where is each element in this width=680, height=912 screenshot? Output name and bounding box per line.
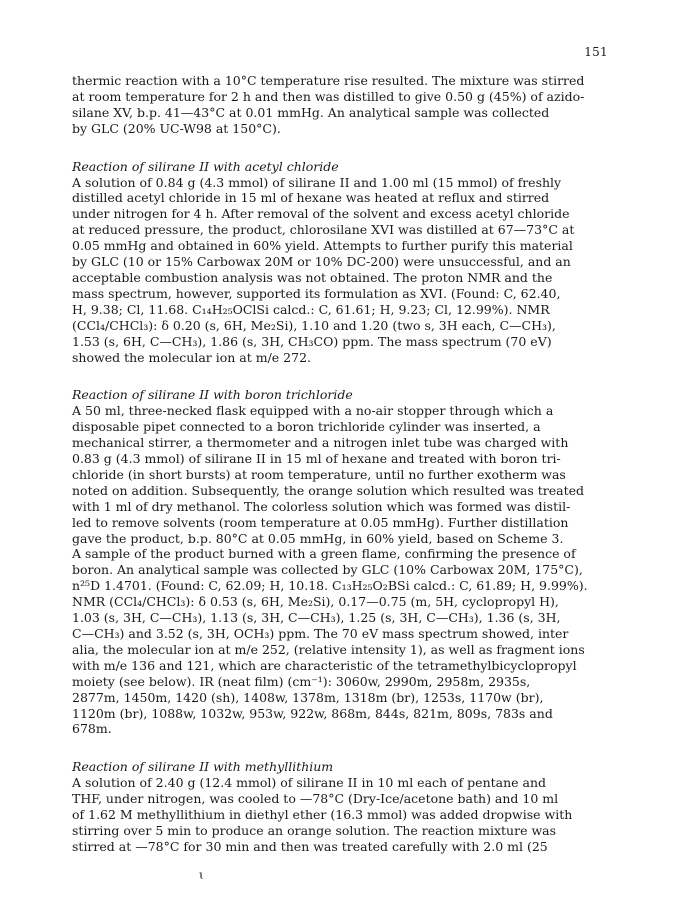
page-number: 151 — [584, 45, 608, 59]
intro-paragraph: thermic reaction with a 10°C temperature rise resulted. The mixture was stirred at room temperature for 2 h and then was distilled to give 0.50 g (45%) of azido- silane XV, b.p. 41—43°C at 0.01 mmHg. An analytical sample was collected by GLC (20% UC-W98 at 150°C). — [72, 73, 585, 136]
section-heading-methyllithium: Reaction of silirane II with methyllithium — [72, 759, 334, 775]
section-paragraph-acetyl-chloride: A solution of 0.84 g (4.3 mmol) of silirane II and 1.00 ml (15 mmol) of freshly distilled acetyl chloride in 15 ml of hexane was heated at reflux and stirred under nitrogen for 4 h. After removal of the solvent and excess acetyl chloride at reduced pressure, the product, chlorosilane XVI was distilled at 67—73°C at 0.05 mmHg and obtained in 60% yield. Attempts to further purify this material by GLC (10 or 15% Carbowax 20M or 10% DC-200) were unsuccessful, and an acceptable combustion analysis was not obtained. The proton NMR and the mass spectrum, however, supported its formulation as XVI. (Found: C, 62.40, H, 9.38; Cl, 11.68. C₁₄H₂₅OClSi calcd.: C, 61.61; H, 9.23; Cl, 12.99%). NMR (CCl₄/CHCl₃): δ 0.20 (s, 6H, Me₂Si), 1.10 and 1.20 (two s, 3H each, C—CH₃), 1.53 (s, 6H, C—CH₃), 1.86 (s, 3H, CH₃CO) ppm. The mass spectrum (70 eV) showed the molecular ion at m/e 272. — [72, 174, 575, 365]
body-text — [72, 73, 618, 855]
section-heading-acetyl-chloride: Reaction of silirane II with acetyl chloride — [72, 158, 339, 174]
section-paragraph-methyllithium: A solution of 2.40 g (12.4 mmol) of silirane II in 10 ml each of pentane and THF, under nitrogen, was cooled to —78°C (Dry-Ice/acetone bath) and 10 ml of 1.62 M methyllithium in diethyl ether (16.3 mmol) was added dropwise with stirring over 5 min to produce an orange solution. The reaction mixture was stirred at —78°C for 30 min and then was treated carefully with 2.0 ml (25 — [72, 775, 573, 854]
section-heading-boron-trichloride: Reaction of silirane II with boron trichloride — [72, 387, 353, 403]
section-paragraph-boron-trichloride: A 50 ml, three-necked flask equipped with a no-air stopper through which a disposable pipet connected to a boron trichloride cylinder was inserted, a mechanical stirrer, a thermometer and a nitrogen inlet tube was charged with 0.83 g (4.3 mmol) of silirane II in 15 ml of hexane and treated with boron tri- chloride (in short bursts) at room temperature, until no further exotherm was noted on addition. Subsequently, the orange solution which resulted was treated with 1 ml of dry methanol. The colorless solution which was formed was distil- led to remove solvents (room temperature at 0.05 mmHg). Further distillation gave the product, b.p. 80°C at 0.05 mmHg, in 60% yield, based on Scheme 3. A sample of the product burned with a green flame, confirming the presence of boron. An analytical sample was collected by GLC (10% Carbowax 20M, 175°C), n²⁵D 1.4701. (Found: C, 62.09; H, 10.18. C₁₃H₂₅O₂BSi calcd.: C, 61.89; H, 9.99%). NMR (CCl₄/CHCl₃): δ 0.53 (s, 6H, Me₂Si), 0.17—0.75 (m, 5H, cyclopropyl H), 1.03 (s, 3H, C—CH₃), 1.13 (s, 3H, C—CH₃), 1.25 (s, 3H, C—CH₃), 1.36 (s, 3H, C—CH₃) and 3.52 (s, 3H, OCH₃) ppm. The 70 eV mass spectrum showed, inter alia, the molecular ion at m/e 252, (relative intensity 1), as well as fragment ions with m/e 136 and 121, which are characteristic of the tetramethylbicyclopropyl moiety (see below). IR (neat film) (cm⁻¹): 3060w, 2990m, 2958m, 2935s, 2877m, 1450m, 1420 (sh), 1408w, 1378m, 1318m (br), 1253s, 1170w (br), 1120m (br), 1088w, 1032w, 953w, 922w, 868m, 844s, 821m, 809s, 783s and 678m. — [72, 403, 588, 737]
stray-mark: ɩ — [199, 868, 204, 882]
